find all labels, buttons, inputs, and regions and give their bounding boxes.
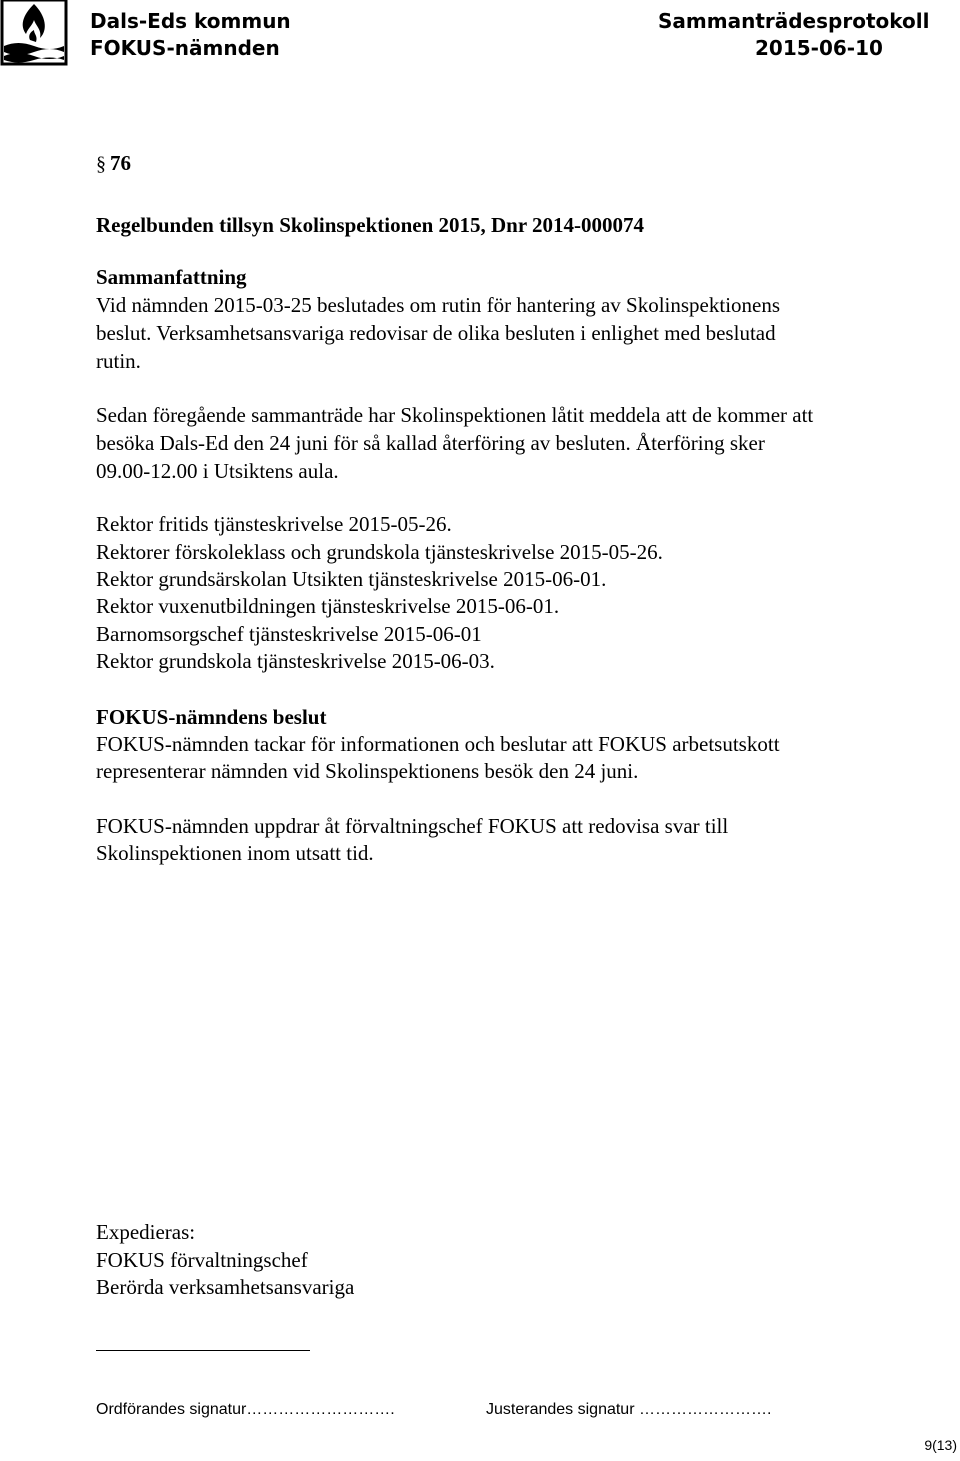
decision-line: FOKUS-nämnden uppdrar åt förvaltningschef FOKUS att redovisa svar till [96, 814, 729, 838]
summary-heading: Sammanfattning [96, 265, 247, 289]
section-number [96, 149, 131, 178]
decision-line: representerar nämnden vid Skolinspektionens besök den 24 juni. [96, 759, 639, 783]
header-date: 2015-06-10 [755, 36, 883, 60]
chair-signature: Ordförandes signatur………………………. [96, 1401, 395, 1418]
document-list-item: Rektor vuxenutbildningen tjänsteskrivelse 2015-06-01. [96, 594, 560, 618]
document-list-item: Rektor fritids tjänsteskrivelse 2015-05-26. [96, 512, 452, 536]
adjuster-signature: Justerandes signatur ……………………. [486, 1401, 772, 1418]
summary-para2-line: 09.00-12.00 i Utsiktens aula. [96, 459, 339, 483]
document-list-item: Rektor grundsärskolan Utsikten tjänsteskrivelse 2015-06-01. [96, 567, 607, 591]
summary-para2-line: Sedan föregående sammanträde har Skolinspektionen låtit meddela att de kommer att [96, 403, 814, 427]
page-number: 9(13) [924, 1437, 957, 1453]
summary-para2-line: besöka Dals-Ed den 24 juni för så kallad återföring av besluten. Återföring sker [96, 431, 765, 455]
section-title: Regelbunden tillsyn Skolinspektionen 2015, Dnr 2014-000074 [96, 213, 645, 237]
summary-line: Vid nämnden 2015-03-25 beslutades om rutin för hantering av Skolinspektionens [96, 293, 781, 317]
header-committee: FOKUS-nämnden [90, 36, 280, 60]
header-doc-type: Sammanträdesprotokoll [658, 9, 930, 33]
dispatch-heading: Expedieras: [96, 1220, 196, 1244]
decision-line: Skolinspektionen inom utsatt tid. [96, 841, 374, 865]
decision-heading: FOKUS-nämndens beslut [96, 705, 327, 729]
dispatch-recipient: Berörda verksamhetsansvariga [96, 1275, 355, 1299]
decision-line: FOKUS-nämnden tackar för informationen och beslutar att FOKUS arbetsutskott [96, 732, 780, 756]
divider-line [96, 1350, 310, 1351]
municipality-logo [0, 0, 68, 66]
section-symbol: § [96, 153, 106, 175]
summary-line: beslut. Verksamhetsansvariga redovisar de olika besluten i enlighet med beslutad [96, 321, 776, 345]
dispatch-recipient: FOKUS förvaltningschef [96, 1248, 308, 1272]
section-number-value: 76 [110, 151, 131, 175]
document-list-item: Rektorer förskoleklass och grundskola tjänsteskrivelse 2015-05-26. [96, 540, 663, 564]
document-list-item: Barnomsorgschef tjänsteskrivelse 2015-06-01 [96, 622, 482, 646]
document-list-item: Rektor grundskola tjänsteskrivelse 2015-06-03. [96, 649, 495, 673]
summary-line: rutin. [96, 349, 141, 373]
header-org: Dals-Eds kommun [90, 9, 291, 33]
